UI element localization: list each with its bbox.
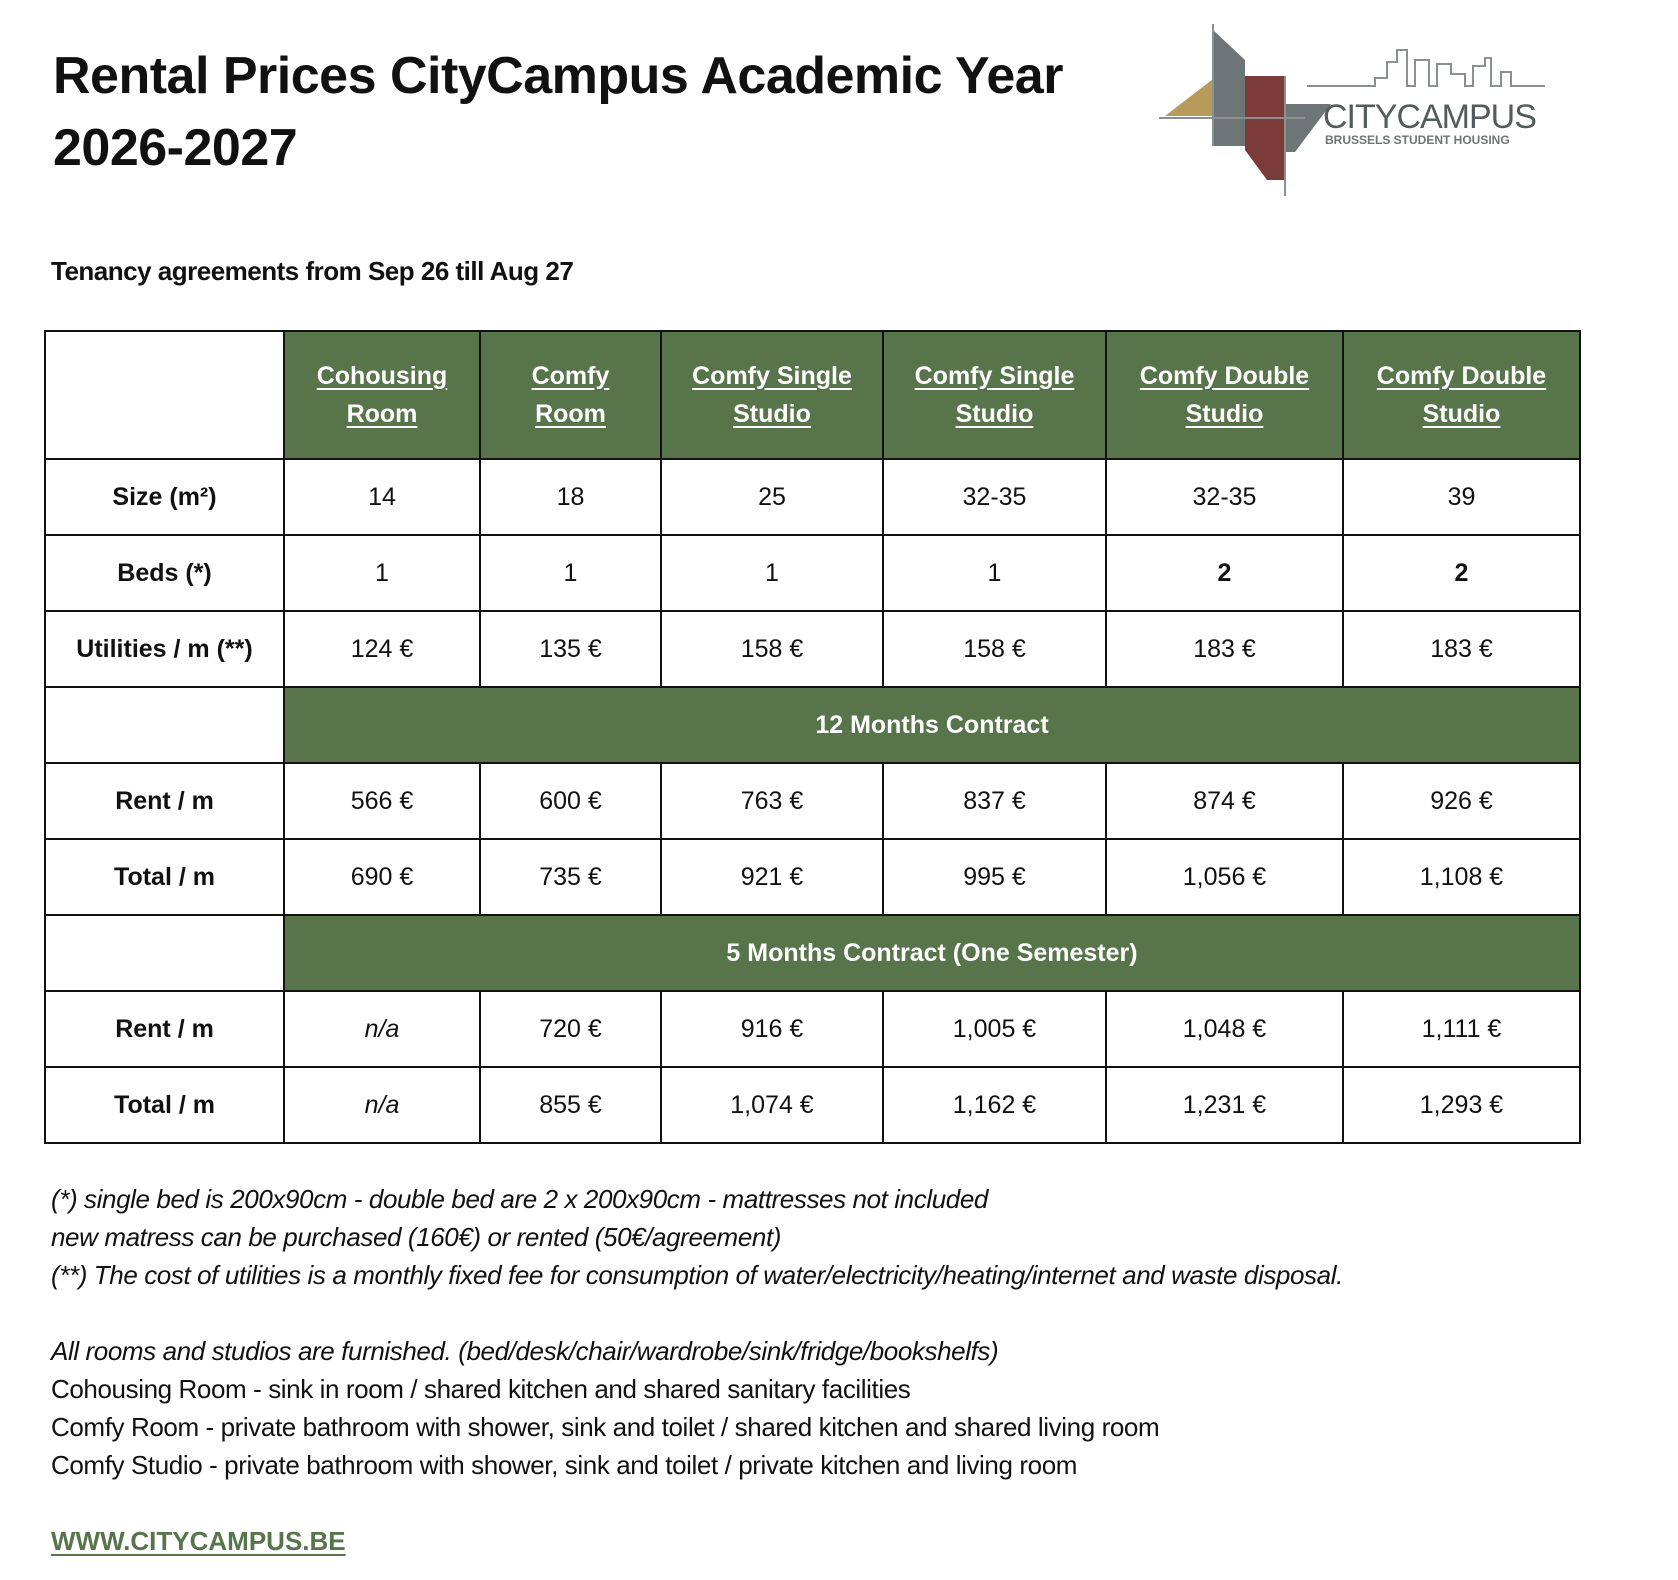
row-label: Beds (*) xyxy=(45,535,284,611)
table-cell: 690 € xyxy=(284,839,480,915)
table-cell: 1,048 € xyxy=(1106,991,1343,1067)
logo-tagline: BRUSSELS STUDENT HOUSING xyxy=(1325,133,1510,147)
table-cell: 1,108 € xyxy=(1343,839,1580,915)
table-row-total-5 xyxy=(45,1067,1580,1143)
table-cell: n/a xyxy=(284,1067,480,1143)
note-comfy-studio: Comfy Studio - private bathroom with shower, sink and toilet / private kitchen and living room xyxy=(51,1450,1078,1480)
table-cell: 2 xyxy=(1343,535,1580,611)
table-band-12-months xyxy=(45,687,1580,763)
table-cell: 135 € xyxy=(480,611,661,687)
table-cell: 763 € xyxy=(661,763,883,839)
table-cell: 39 xyxy=(1343,459,1580,535)
column-header: Comfy Double Studio xyxy=(1343,331,1580,459)
note-utilities: (**) The cost of utilities is a monthly fixed fee for consumption of water/electricity/heating/internet and waste disposal. xyxy=(51,1260,1343,1290)
table-cell: 566 € xyxy=(284,763,480,839)
table-cell: 32-35 xyxy=(883,459,1106,535)
table-row-total-12 xyxy=(45,839,1580,915)
tenancy-period: Tenancy agreements from Sep 26 till Aug 27 xyxy=(51,256,574,286)
empty-cell xyxy=(45,687,284,763)
table-cell: 1,231 € xyxy=(1106,1067,1343,1143)
table-row-size xyxy=(45,459,1580,535)
row-label: Size (m²) xyxy=(45,459,284,535)
table-cell: 1 xyxy=(284,535,480,611)
table-cell: 183 € xyxy=(1106,611,1343,687)
table-cell: 32-35 xyxy=(1106,459,1343,535)
table-cell: 855 € xyxy=(480,1067,661,1143)
row-label: Rent / m xyxy=(45,763,284,839)
table-cell: 926 € xyxy=(1343,763,1580,839)
row-label: Utilities / m (**) xyxy=(45,611,284,687)
table-cell: 874 € xyxy=(1106,763,1343,839)
table-cell: 158 € xyxy=(661,611,883,687)
table-band-5-months xyxy=(45,915,1580,991)
empty-cell xyxy=(45,915,284,991)
table-row-utilities xyxy=(45,611,1580,687)
table-cell: 600 € xyxy=(480,763,661,839)
table-row-beds xyxy=(45,535,1580,611)
column-header: Comfy Room xyxy=(480,331,661,459)
row-label: Rent / m xyxy=(45,991,284,1067)
table-cell: 1,005 € xyxy=(883,991,1106,1067)
table-cell: 14 xyxy=(284,459,480,535)
corner-cell xyxy=(45,331,284,459)
logo-name: CITYCAMPUS xyxy=(1323,98,1536,136)
column-header: Comfy Single Studio xyxy=(883,331,1106,459)
table-cell: 1,162 € xyxy=(883,1067,1106,1143)
table-cell: 735 € xyxy=(480,839,661,915)
citycampus-logo xyxy=(1155,20,1575,200)
table-cell: 1,293 € xyxy=(1343,1067,1580,1143)
table-cell: 124 € xyxy=(284,611,480,687)
table-cell: 1 xyxy=(883,535,1106,611)
table-cell: 18 xyxy=(480,459,661,535)
table-cell: 1,111 € xyxy=(1343,991,1580,1067)
pricing-table xyxy=(44,330,1581,1144)
table-cell: 1 xyxy=(661,535,883,611)
column-header: Cohousing Room xyxy=(284,331,480,459)
table-cell: 1,074 € xyxy=(661,1067,883,1143)
note-cohousing-room: Cohousing Room - sink in room / shared kitchen and shared sanitary facilities xyxy=(51,1374,911,1404)
table-cell: 995 € xyxy=(883,839,1106,915)
table-cell: 158 € xyxy=(883,611,1106,687)
logo-red-shape xyxy=(1245,76,1285,180)
page-title: Rental Prices CityCampus Academic Year 2026-2027 xyxy=(53,47,1063,177)
note-mattress: new matress can be purchased (160€) or rented (50€/agreement) xyxy=(51,1222,782,1252)
table-cell: n/a xyxy=(284,991,480,1067)
table-cell: 2 xyxy=(1106,535,1343,611)
table-header-row xyxy=(45,331,1580,459)
table-row-rent-5 xyxy=(45,991,1580,1067)
row-label: Total / m xyxy=(45,1067,284,1143)
table-cell: 837 € xyxy=(883,763,1106,839)
table-cell: 1 xyxy=(480,535,661,611)
note-furnished: All rooms and studios are furnished. (bed/desk/chair/wardrobe/sink/fridge/bookshelfs) xyxy=(51,1336,999,1366)
table-cell: 720 € xyxy=(480,991,661,1067)
column-header: Comfy Double Studio xyxy=(1106,331,1343,459)
table-cell: 183 € xyxy=(1343,611,1580,687)
note-beds: (*) single bed is 200x90cm - double bed are 2 x 200x90cm - mattresses not included xyxy=(51,1184,988,1214)
table-row-rent-12 xyxy=(45,763,1580,839)
table-cell: 921 € xyxy=(661,839,883,915)
notes-section xyxy=(51,1180,1343,1484)
section-header-5-months: 5 Months Contract (One Semester) xyxy=(284,915,1580,991)
section-header-12-months: 12 Months Contract xyxy=(284,687,1580,763)
table-cell: 916 € xyxy=(661,991,883,1067)
column-header: Comfy Single Studio xyxy=(661,331,883,459)
logo-grey-shape xyxy=(1213,30,1245,146)
row-label: Total / m xyxy=(45,839,284,915)
website-link[interactable]: WWW.CITYCAMPUS.BE xyxy=(51,1526,346,1556)
table-cell: 25 xyxy=(661,459,883,535)
table-cell: 1,056 € xyxy=(1106,839,1343,915)
note-comfy-room: Comfy Room - private bathroom with shower, sink and toilet / shared kitchen and shared living room xyxy=(51,1412,1160,1442)
logo-skyline xyxy=(1307,50,1545,86)
